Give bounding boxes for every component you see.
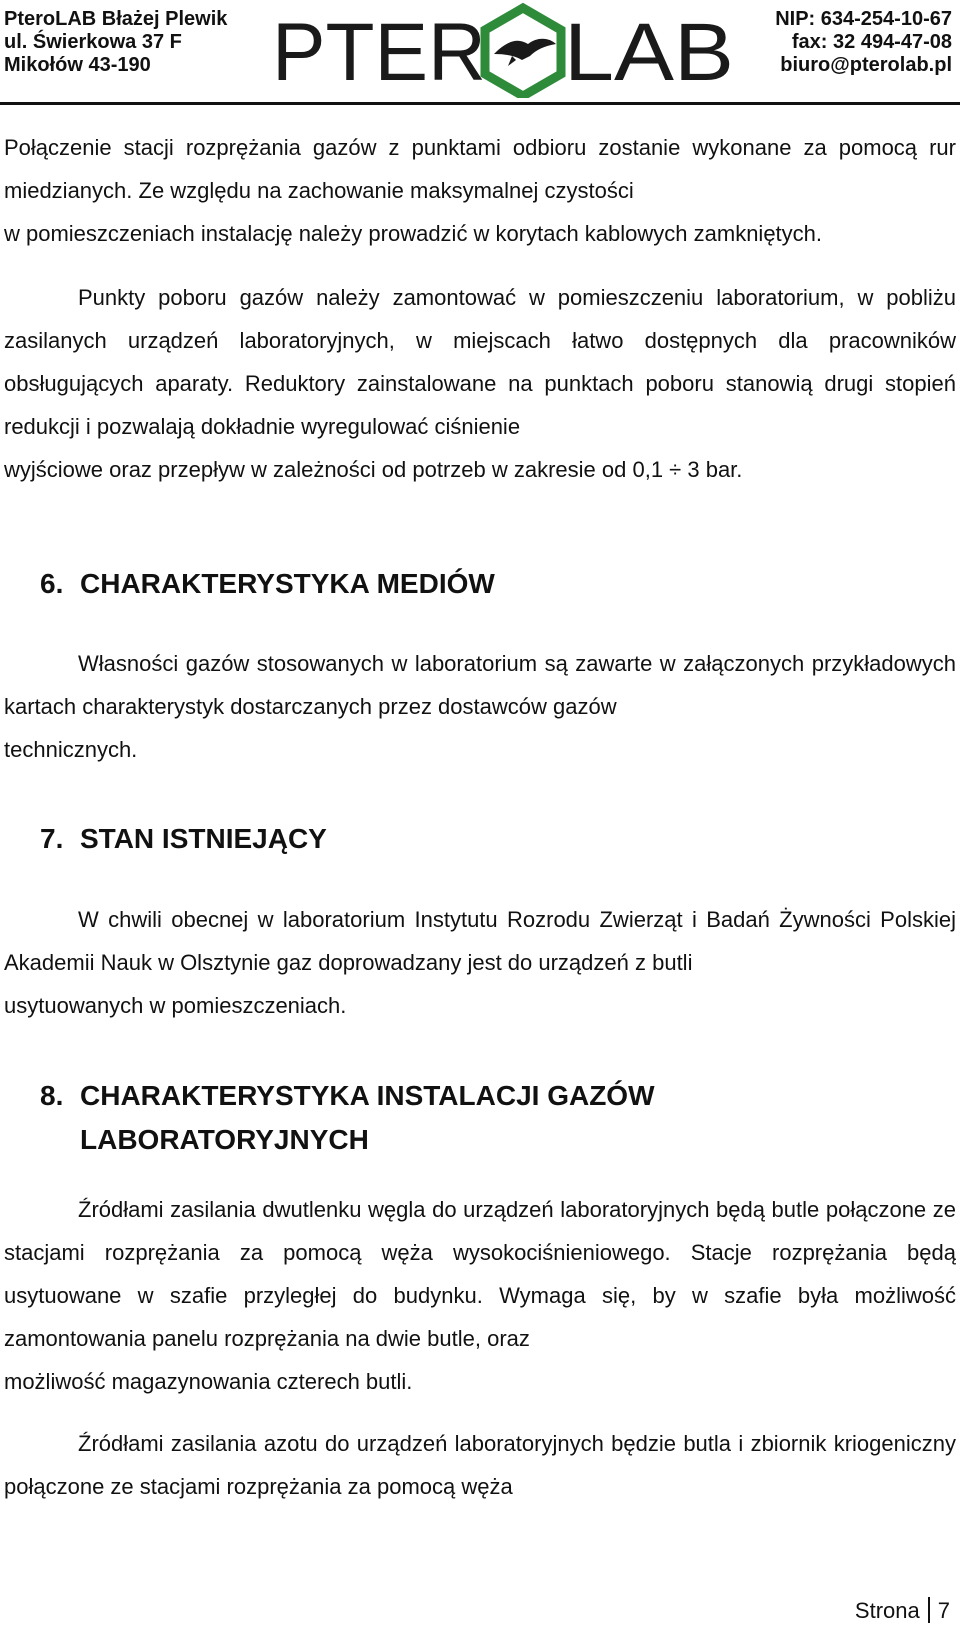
company-name: PteroLAB Błażej Plewik — [4, 8, 228, 30]
section-number: 6. — [40, 568, 64, 599]
paragraph-last-line: wyjściowe oraz przepływ w zależności od potrzeb w zakresie od 0,1 ÷ 3 bar. — [4, 457, 743, 482]
nip-number: NIP: 634-254-10-67 — [775, 8, 952, 30]
page-footer — [855, 1596, 950, 1626]
svg-text:PTER: PTER — [272, 7, 486, 98]
company-info — [4, 8, 227, 77]
logo-graphic — [272, 0, 736, 98]
paragraph-gas-points — [4, 276, 956, 491]
company-street: ul. Świerkowa 37 F — [4, 31, 182, 53]
email-address: biuro@pterolab.pl — [780, 54, 952, 76]
section-title: CHARAKTERYSTYKA MEDIÓW — [80, 568, 495, 599]
paragraph-last-line: usytuowanych w pomieszczeniach. — [4, 993, 347, 1018]
paragraph-text: Punkty poboru gazów należy zamontować w pomieszczeniu laboratorium, w pobliżu zasilanych urządzeń laboratoryjnych, w miejscach łatwo dostępnych dla pracowników obsługujących aparaty. Reduktory zainstalowane na punktach poboru stanowią drugi stopień redukcji i pozwalają dokładnie wyregulować ciśnienie — [4, 285, 956, 439]
section-heading-8 — [40, 1074, 655, 1162]
paragraph-text: Własności gazów stosowanych w laboratorium są zawarte w załączonych przykładowych kartach charakterystyk dostarczanych przez dostawców gazów — [4, 651, 956, 719]
paragraph-media — [4, 642, 956, 771]
company-city: Mikołów 43-190 — [4, 54, 151, 76]
paragraph-nitrogen-sources — [4, 1422, 956, 1508]
fax-number: fax: 32 494-47-08 — [791, 31, 952, 53]
section-title-line2: LABORATORYJNYCH — [80, 1124, 369, 1155]
contact-info — [775, 8, 952, 77]
paragraph-last-line: technicznych. — [4, 737, 138, 762]
page-number: 7 — [937, 1598, 950, 1623]
paragraph-co2-sources — [4, 1188, 956, 1403]
pterolab-logo — [272, 0, 736, 98]
footer-separator — [928, 1597, 930, 1623]
page-label: Strona — [854, 1598, 920, 1623]
paragraph-last-line: możliwość magazynowania czterech butli. — [4, 1369, 413, 1394]
header-divider — [0, 102, 960, 105]
paragraph-text: W chwili obecnej w laboratorium Instytutu Rozrodu Zwierząt i Badań Żywności Polskiej Akademii Nauk w Olsztynie gaz doprowadzany jest do urządzeń z butli — [4, 907, 956, 975]
paragraph-pipes — [4, 126, 956, 255]
section-title: STAN ISTNIEJĄCY — [80, 823, 327, 854]
svg-text:LAB: LAB — [564, 7, 734, 98]
section-heading-7 — [40, 817, 327, 861]
page-header — [0, 0, 960, 104]
section-heading-6 — [40, 562, 495, 606]
paragraph-last-line: w pomieszczeniach instalację należy prowadzić w korytach kablowych zamkniętych. — [4, 221, 823, 246]
paragraph-text: Źródłami zasilania azotu do urządzeń laboratoryjnych będzie butla i zbiornik kriogeniczny połączone ze stacjami rozprężania za pomocą węża — [4, 1431, 956, 1499]
section-title: CHARAKTERYSTYKA INSTALACJI GAZÓW — [80, 1080, 655, 1111]
pterosaur-hexagon-icon — [485, 8, 561, 96]
section-number: 7. — [40, 823, 64, 854]
paragraph-text: Źródłami zasilania dwutlenku węgla do urządzeń laboratoryjnych będą butle połączone ze stacjami rozprężania za pomocą węża wysokociśnieniowego. Stacje rozprężania będą usytuowane w szafie przyległej do budynku. Wymaga się, by w szafie była możliwość zamontowania panelu rozprężania na dwie butle, oraz — [4, 1197, 956, 1351]
paragraph-text: Połączenie stacji rozprężania gazów z punktami odbioru zostanie wykonane za pomocą rur miedzianych. Ze względu na zachowanie maksymalnej czystości — [4, 135, 956, 203]
section-number: 8. — [40, 1080, 64, 1111]
paragraph-existing-state — [4, 898, 956, 1027]
